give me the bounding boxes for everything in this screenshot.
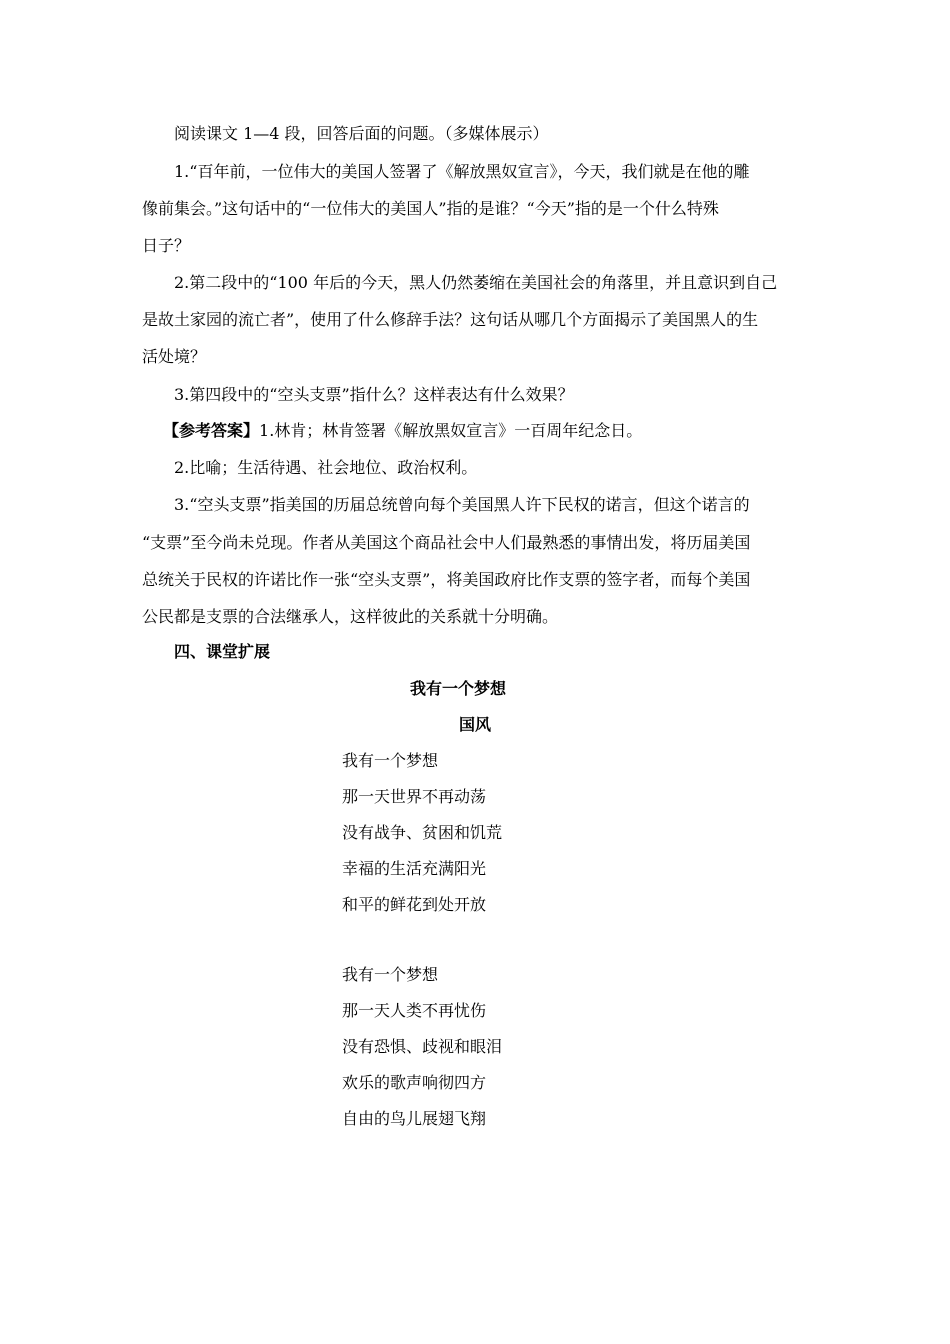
poem-stanza-1-line-3: 没有战争、贫困和饥荒 [342,823,503,842]
answer-1 [163,421,833,441]
poem-stanza-2-line-2: 那一天人类不再忧伤 [342,1001,487,1020]
answer-3-line-3: 总统关于民权的许诺比作一张“空头支票”，将美国政府比作支票的签字者，而每个美国 [142,570,751,589]
question-1-line-2: 像前集会。”这句话中的“一位伟大的美国人”指的是谁？“今天”指的是一个什么特殊 [142,199,719,218]
section-heading: 四、课堂扩展 [174,642,271,661]
poem-author: 国风 [458,715,491,734]
answer-3-line-1: 3.“空头支票”指美国的历届总统曾向每个美国黑人许下民权的诺言，但这个诺言的 [174,495,750,514]
question-2-line-3: 活处境？ [142,347,207,366]
poem-stanza-1-line-2: 那一天世界不再动荡 [342,787,487,806]
question-2-line-1: 2.第二段中的“100 年后的今天，黑人仍然萎缩在美国社会的角落里，并且意识到自己 [174,273,778,292]
answer-label: 【参考答案】 [163,421,260,440]
intro-text: 阅读课文 1—4 段，回答后面的问题。（多媒体展示） [174,124,549,143]
answer-3-line-4: 公民都是支票的合法继承人，这样彼此的关系就十分明确。 [142,607,559,626]
question-3: 3.第四段中的“空头支票”指什么？这样表达有什么效果？ [174,385,574,404]
poem-stanza-2-line-4: 欢乐的歌声响彻四方 [342,1073,487,1092]
answer-1-text: 1.林肯；林肯签署《解放黑奴宣言》一百周年纪念日。 [259,421,643,440]
question-1-line-1: 1.“百年前，一位伟大的美国人签署了《解放黑奴宣言》，今天，我们就是在他的雕 [174,162,750,181]
answer-2: 2.比喻；生活待遇、社会地位、政治权利。 [174,458,478,477]
poem-title: 我有一个梦想 [409,679,506,698]
question-1-line-3: 日子？ [142,236,191,255]
poem-stanza-1-line-1: 我有一个梦想 [342,751,439,770]
question-2-line-2: 是故土家园的流亡者”，使用了什么修辞手法？这句话从哪几个方面揭示了美国黑人的生 [142,310,759,329]
poem-stanza-1-line-4: 幸福的生活充满阳光 [342,859,487,878]
poem-stanza-2-line-1: 我有一个梦想 [342,965,439,984]
answer-3-line-2: “支票”至今尚未兑现。作者从美国这个商品社会中人们最熟悉的事情出发，将历届美国 [142,533,751,552]
poem-stanza-2-line-3: 没有恐惧、歧视和眼泪 [342,1037,503,1056]
poem-stanza-1-line-5: 和平的鲜花到处开放 [342,895,487,914]
poem-stanza-2-line-5: 自由的鸟儿展翅飞翔 [342,1109,487,1128]
